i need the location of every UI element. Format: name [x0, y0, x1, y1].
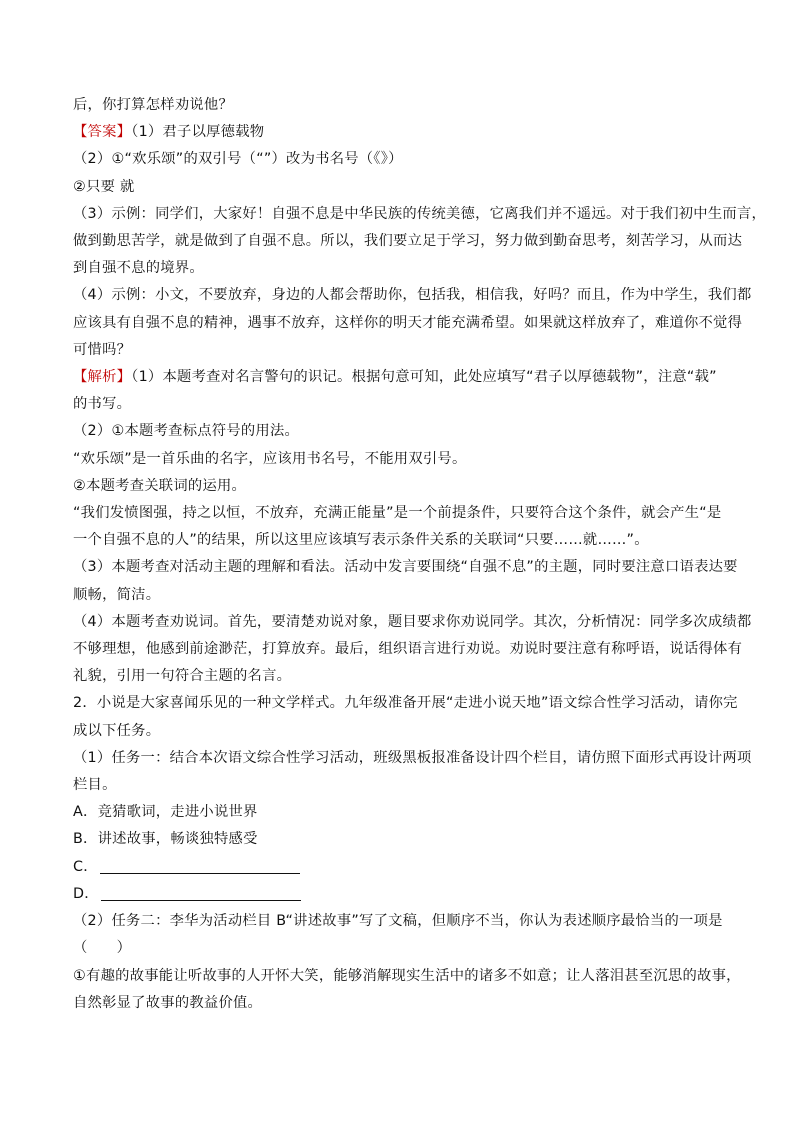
- option-label: D．: [73, 885, 99, 902]
- fill-blank-line: [73, 854, 727, 881]
- text-line: 顺畅，简洁。: [73, 586, 161, 603]
- analysis-label: 【解析】: [73, 369, 132, 386]
- answer-blank[interactable]: [101, 883, 301, 901]
- analysis-header-line: [73, 364, 727, 391]
- text-line: （3）示例：同学们，大家好！自强不息是中华民族的传统美德，它离我们并不遥远。对于我们初中生而言，: [73, 205, 767, 222]
- answer-header-line: [73, 119, 727, 146]
- text-line: （4）本题考查劝说词。首先，要清楚劝说对象，题目要求你劝说同学。其次，分析情况：同学多次成绩都: [73, 613, 752, 630]
- text-line: “欢乐颂”是一首乐曲的名字，应该用书名号，不能用双引号。: [73, 450, 467, 467]
- text-line: ②只要 就: [73, 178, 135, 195]
- text-line: ②本题考查关联词的运用。: [73, 477, 247, 494]
- text-line: 的书写。: [73, 396, 132, 413]
- analysis-text: （1）本题考查对名言警句的识记。根据句意可知，此处应填写“君子以厚德载物”，注意“载”: [131, 369, 717, 386]
- text-line: 不够理想，他感到前途渺茫，打算放弃。最后，组织语言进行劝说。劝说时要注意有称呼语，说话得体有: [73, 641, 743, 658]
- text-line: （2）①“欢乐颂”的双引号（“”）改为书名号（《》）: [73, 151, 403, 168]
- text-line: 礼貌，引用一句符合主题的名言。: [73, 668, 292, 685]
- text-line: 一个自强不息的人”的结果，所以这里应该填写表示条件关系的关联词“只要……就……”。: [73, 532, 649, 549]
- fill-blank-line: [73, 881, 727, 908]
- document-page: [73, 92, 767, 1017]
- option-line: A．竞猜歌词，走进小说世界: [73, 804, 258, 821]
- text-line: 做到勤思苦学，就是做到了自强不息。所以，我们要立足于学习，努力做到勤奋思考，刻苦学习，从而达: [73, 233, 743, 250]
- text-line: “我们发愤图强，持之以恒，不放弃，充满正能量”是一个前提条件，只要符合这个条件，就会产生“是: [73, 505, 722, 522]
- text-line: 可惜吗？: [73, 341, 132, 358]
- text-line: 成以下任务。: [73, 722, 161, 739]
- text-line: 后，你打算怎样劝说他？: [73, 97, 234, 113]
- text-line: ①有趣的故事能让听故事的人开怀大笑，能够消解现实生活中的诸多不如意；让人落泪甚至沉思的故事，: [73, 967, 741, 984]
- option-label: C．: [73, 858, 98, 875]
- option-line: B．讲述故事，畅谈独特感受: [73, 831, 258, 848]
- task-line: （2）任务二：李华为活动栏目 B“讲述故事”写了文稿，但顺序不当，你认为表述顺序最恰当的一项是: [73, 913, 723, 930]
- text-line: 自然彰显了故事的教益价值。: [73, 994, 263, 1011]
- choice-blank: （ ）: [73, 940, 132, 957]
- answer-text: （1）君子以厚德载物: [131, 124, 265, 141]
- question-line: 2．小说是大家喜闻乐见的一种文学样式。九年级准备开展“走进小说天地”语文综合性学习活动，请你完: [73, 695, 738, 712]
- answer-label: 【答案】: [73, 124, 132, 141]
- text-line: （4）示例：小文，不要放弃，身边的人都会帮助你，包括我，相信我，好吗？而且，作为中学生，我们都: [73, 287, 752, 304]
- text-line: 应该具有自强不息的精神，遇事不放弃，这样你的明天才能充满希望。如果就这样放弃了，难道你不觉得: [73, 314, 743, 331]
- text-line: 栏目。: [73, 777, 117, 794]
- task-line: （1）任务一：结合本次语文综合性学习活动，班级黑板报准备设计四个栏目，请仿照下面形式再设计两项: [73, 749, 752, 766]
- text-line: （3）本题考查对活动主题的理解和看法。活动中发言要围绕“自强不息”的主题，同时要注意口语表达要: [73, 559, 738, 576]
- text-line: （2）①本题考查标点符号的用法。: [73, 423, 300, 440]
- text-line: 到自强不息的境界。: [73, 260, 204, 277]
- answer-blank[interactable]: [100, 856, 300, 874]
